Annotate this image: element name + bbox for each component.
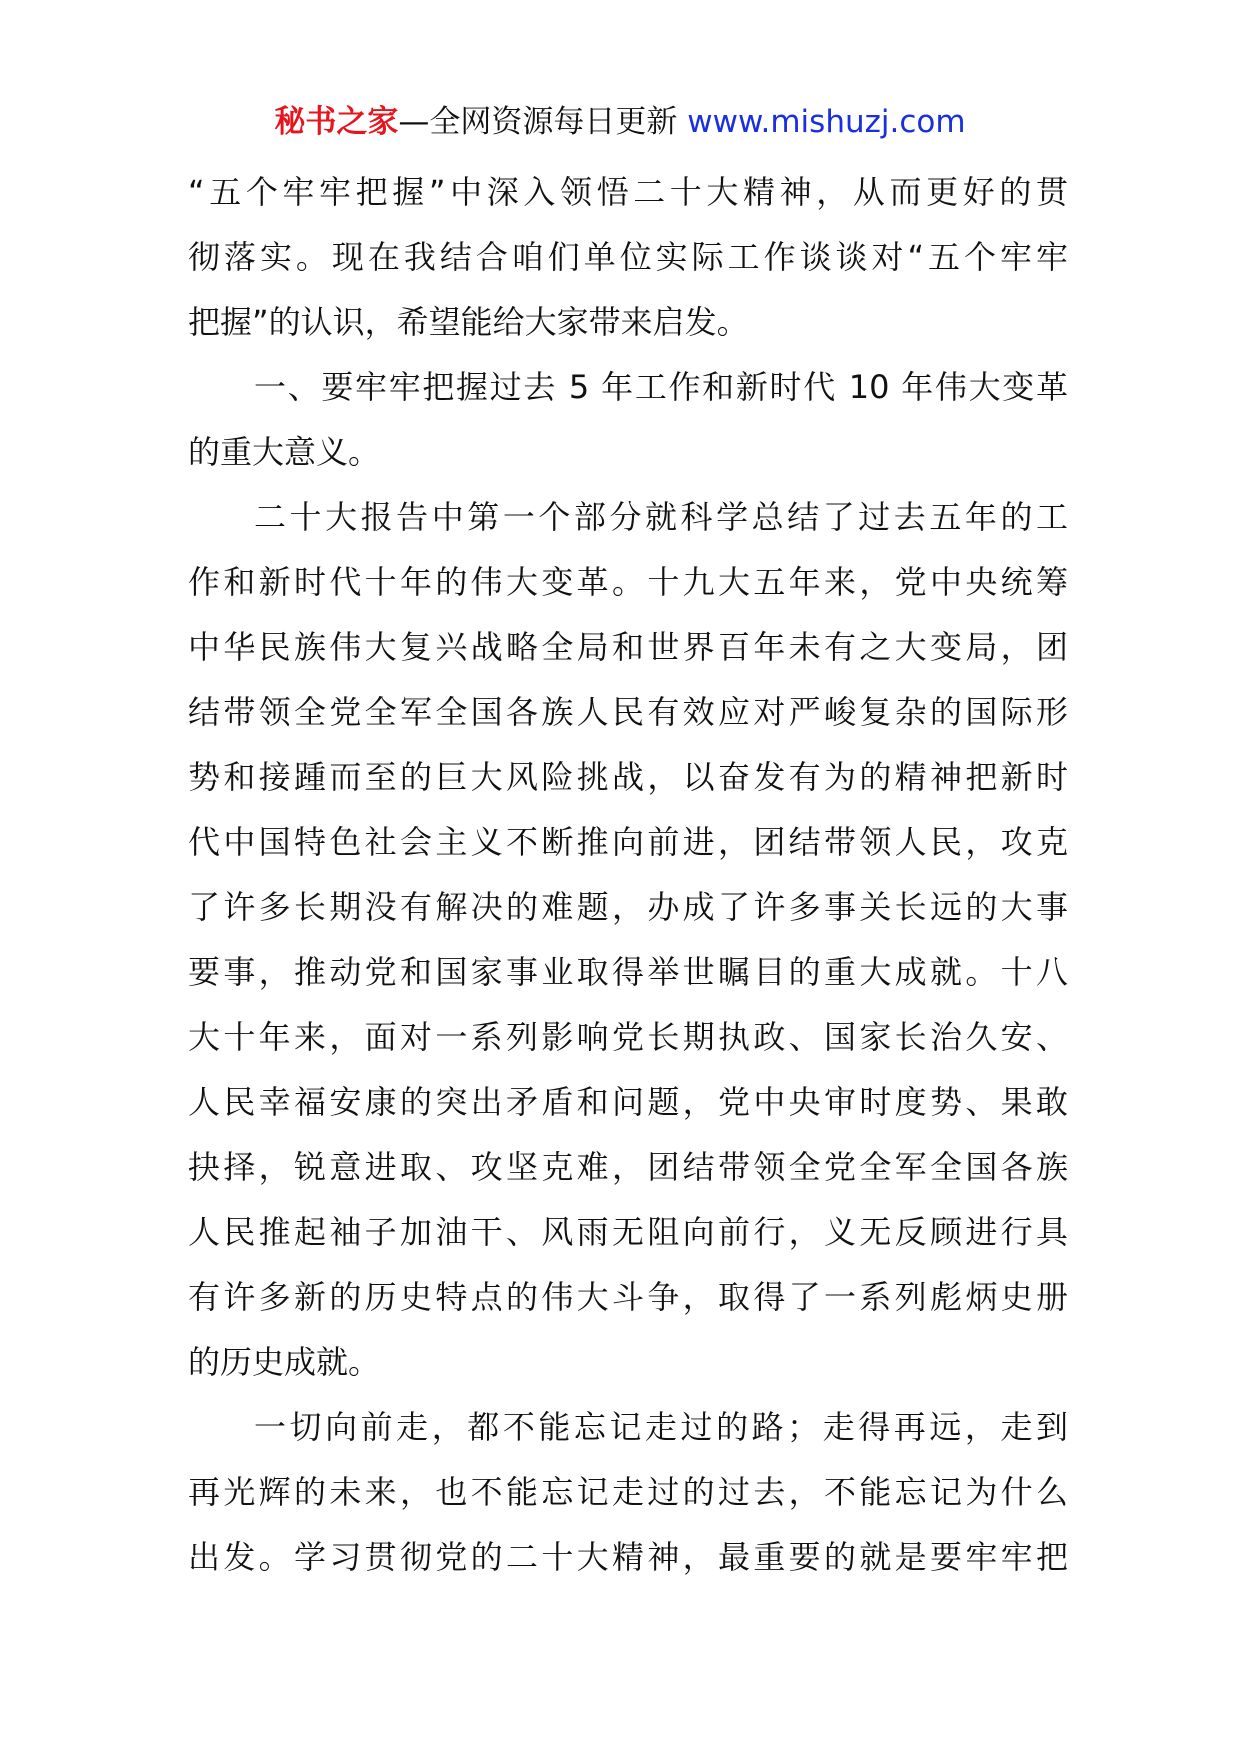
text-line: 的历史成就。 [188,1343,381,1381]
text-line: 结带领全党全军全国各族人民有效应对严峻复杂的国际形 [188,693,1068,731]
text-line: 代中国特色社会主义不断推向前进，团结带领人民，攻克 [188,823,1068,861]
site-url-link[interactable]: www.mishuzj.com [687,104,966,140]
site-brand: 秘书之家 [274,104,399,140]
text-line: 再光辉的未来，也不能忘记走过的过去，不能忘记为什么 [188,1473,1068,1511]
text-line: 中华民族伟大复兴战略全局和世界百年未有之大变局，团 [188,628,1068,666]
text-line: 作和新时代十年的伟大变革。十九大五年来，党中央统筹 [188,563,1068,601]
section-heading-line: 一、要牢牢把握过去 5 年工作和新时代 10 年伟大变革 [254,368,1068,406]
text-line: 二十大报告中第一个部分就科学总结了过去五年的工 [254,498,1068,536]
text-line: 出发。学习贯彻党的二十大精神，最重要的就是要牢牢把 [188,1538,1068,1576]
text-line: 人民幸福安康的突出矛盾和问题，党中央审时度势、果敢 [188,1083,1068,1121]
text-line: “五个牢牢把握”中深入领悟二十大精神，从而更好的贯 [188,173,1068,211]
text-line: 彻落实。现在我结合咱们单位实际工作谈谈对“五个牢牢 [188,238,1068,276]
text-line: 抉择，锐意进取、攻坚克难，团结带领全党全军全国各族 [188,1148,1068,1186]
document-body [188,160,1068,1590]
text-line: 有许多新的历史特点的伟大斗争，取得了一系列彪炳史册 [188,1278,1068,1316]
site-header [0,102,1240,142]
text-line: 了许多长期没有解决的难题，办成了许多事关长远的大事 [188,888,1068,926]
text-line: 势和接踵而至的巨大风险挑战，以奋发有为的精神把新时 [188,758,1068,796]
text-line: 人民推起袖子加油干、风雨无阻向前行，义无反顾进行具 [188,1213,1068,1251]
text-line: 大十年来，面对一系列影响党长期执政、国家长治久安、 [188,1018,1068,1056]
text-line: 要事，推动党和国家事业取得举世瞩目的重大成就。十八 [188,953,1068,991]
section-heading-line: 的重大意义。 [188,433,381,471]
text-line: 把握”的认识，希望能给大家带来启发。 [188,303,749,341]
text-line: 一切向前走，都不能忘记走过的路；走得再远，走到 [254,1408,1068,1446]
site-tagline: —全网资源每日更新 [398,104,678,140]
